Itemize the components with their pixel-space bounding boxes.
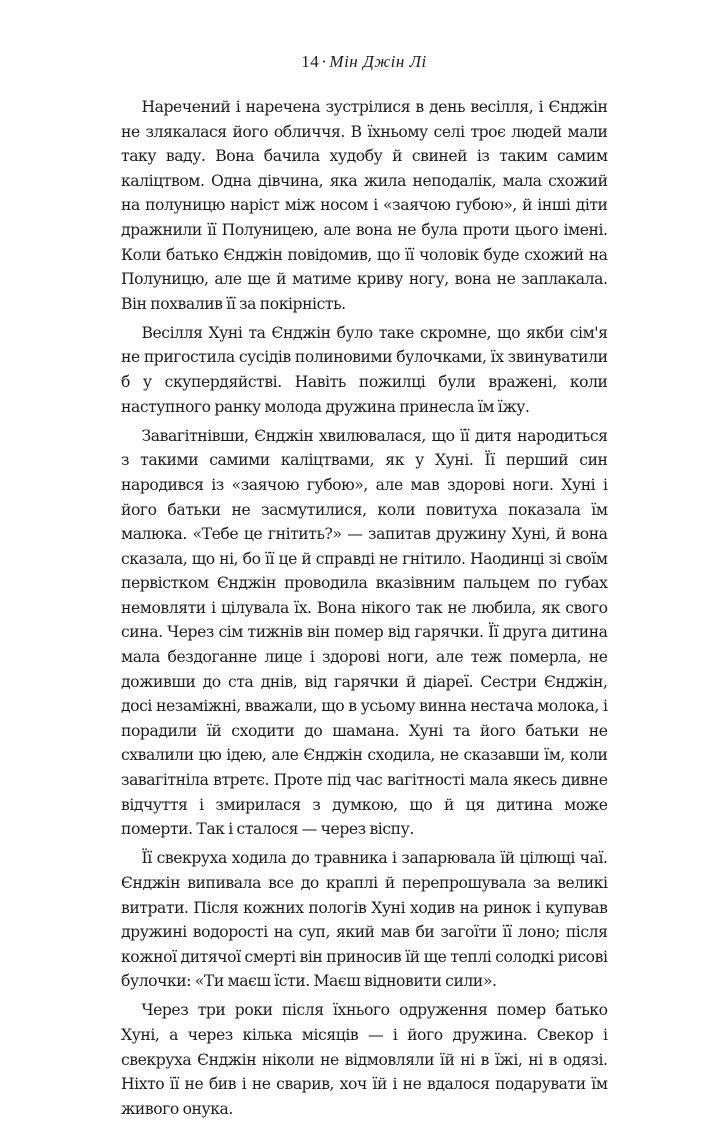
paragraph: Завагітнівши, Єнджін хвилювалася, що її дитя народиться з такими самими каліцтвами, як у Хуні. Її перший син народився із «заячою губою», але мав здорові ноги. Хуні і його батьки не засмутилися, коли повитуха показала їм малюка. «Тебе це гнітить?» — запитав дружину Хуні, й вона сказала, що ні, бо її це й справді не гнітило. Наодинці зі своїм первістком Єнджін проводила вказівним пальцем по губах немовляти і цілувала їх. Вона нікого так не любила, як свого сина. Через сім тижнів він помер від гарячки. Її друга дитина мала бездоганне лице і здорові ноги, але теж померла, не доживши до ста днів, від гарячки й діареї. Сестри Єнджін, досі незаміжні, вважали, що в усьому винна нестача молока, і порадили їй сходити до шамана. Хуні та його батьки не схвалили цю ідею, але Єнджін сходила, не сказавши їм, коли завагітніла втретє. Проте під час вагітності мала якесь дивне відчуття і змирилася з думкою, що й ця дитина може померти. Так і сталося — через віспу. [121, 425, 608, 839]
body-text [121, 95, 608, 1126]
paragraph: Весілля Хуні та Єнджін було таке скромне, що якби сім'я не пригостила сусідів полиновими булочками, їх звинуватили б у скупердяйстві. Навіть пожилці були вражені, коли наступного ранку молода дружина принесла їм їжу. [121, 322, 608, 416]
page-number: 14 [301, 52, 320, 71]
author-name: Мін Джін Лі [329, 52, 427, 71]
header-separator: · [321, 52, 328, 71]
running-header [0, 52, 728, 72]
paragraph: Наречений і наречена зустрілися в день весілля, і Єнджін не злякалася його обличчя. В їхньому селі троє людей мали таку ваду. Вона бачила худобу й свиней із таким самим каліцтвом. Одна дівчина, яка жила неподалік, мала схожий на полуницю наріст між носом і «заячою губою», й інші діти дражнили її Полуницею, але вона не була проти цього імені. Коли батько Єнджін повідомив, що її чоловік буде схожий на Полуницю, але ще й матиме криву ногу, вона не заплакала. Він похвалив її за покірність. [121, 97, 608, 313]
paragraph: Її свекруха ходила до травника і запарювала їй цілющі чаї. Єнджін випивала все до краплі й перепрошувала за великі витрати. Після кожних пологів Хуні ходив на ринок і купував дружині водорості на суп, який мав би загоїти її лоно; після кожної дитячої смерті він приносив їй ще теплі солодкі рисові булочки: «Ти маєш їсти. Маєш відновити сили». [121, 848, 608, 991]
paragraph: Через три роки після їхнього одруження помер батько Хуні, а через кілька місяців — і його дружина. Свекор і свекруха Єнджін ніколи не відмовляли їй ні в їжі, ні в одязі. Ніхто її не бив і не сварив, хоч їй і не вдалося подарувати їм живого онука. [121, 1000, 608, 1118]
